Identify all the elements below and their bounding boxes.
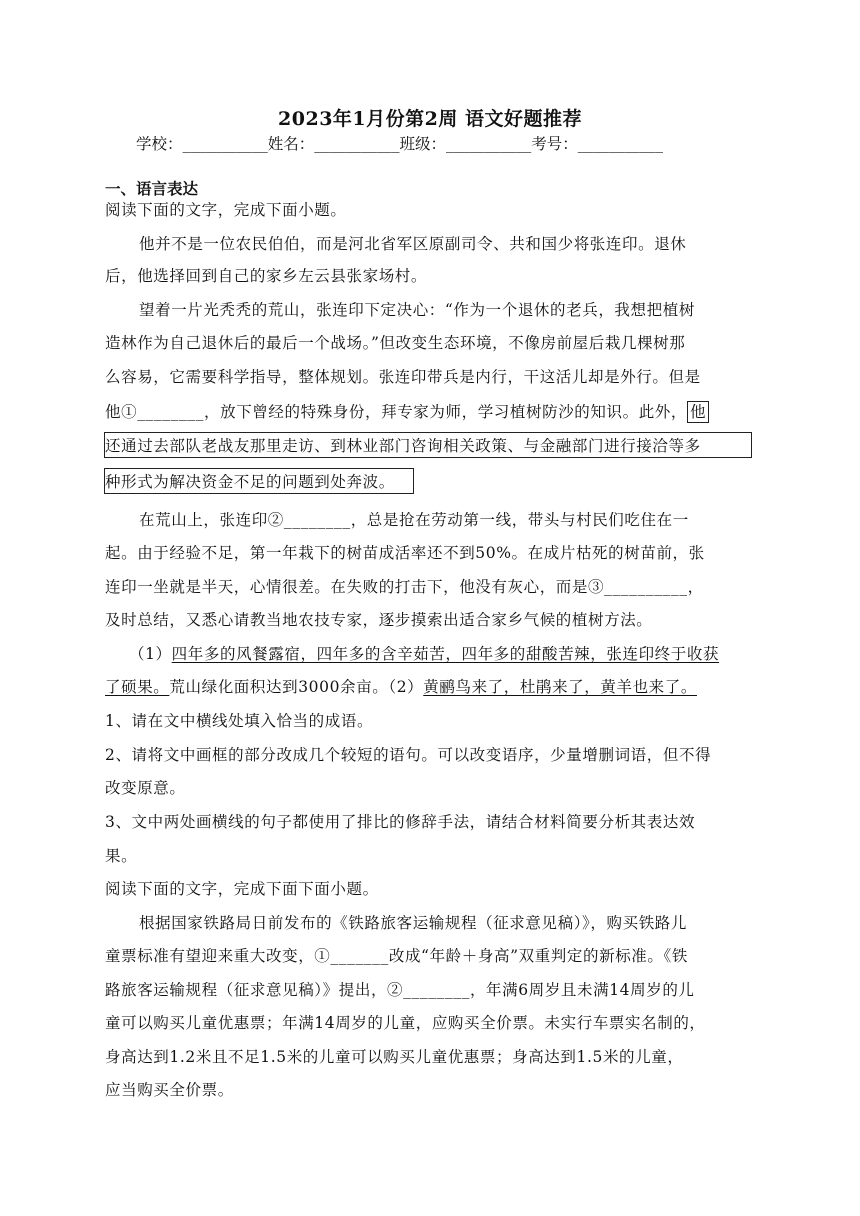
boxed-text-line: 还通过去部队老战友那里走访、到林业部门咨询相关政策、与金融部门进行接洽等多 (105, 437, 701, 455)
question-3-cont: 果。 (105, 847, 138, 865)
paragraph-line: 路旅客运输规程（征求意见稿）》提出，②________，年满6周岁且未满14周岁的儿 (105, 981, 695, 999)
paragraph-line: 童可以购买儿童优惠票；年满14周岁的儿童，应购买全价票。未实行车票实名制的， (105, 1014, 706, 1032)
paragraph-line (105, 677, 755, 697)
paragraph-line: 起。由于经验不足，第一年栽下的树苗成活率还不到50%。在成片枯死的树苗前，张 (105, 544, 705, 562)
paragraph-line: 后，他选择回到自己的家乡左云县张家场村。 (105, 267, 428, 285)
paragraph-line: 在荒山上，张连印②________，总是抢在劳动第一线，带头与村民们吃住在一 (139, 511, 689, 529)
paragraph-line: 身高达到1.2米且不足1.5米的儿童可以购买儿童优惠票；身高达到1.5米的儿童， (105, 1048, 684, 1066)
section-heading: 一、语言表达 (105, 179, 199, 198)
paragraph-line (105, 401, 755, 423)
paragraph-line: 么容易，它需要科学指导，整体规划。张连印带兵是内行，干这活儿却是外行。但是 (105, 368, 701, 386)
boxed-text-start: 他 (687, 401, 709, 423)
paragraph-line: 根据国家铁路局日前发布的《铁路旅客运输规程（征求意见稿）》，购买铁路儿 (139, 914, 688, 932)
paragraph-line: 他并不是一位农民伯伯，而是河北省军区原副司令、共和国少将张连印。退休 (139, 235, 687, 253)
paragraph-text: 荒山绿化面积达到3000余亩。（2） (169, 678, 424, 696)
paragraph-line: 及时总结，又悉心请教当地农技专家，逐步摸索出适合家乡气候的植树方法。 (105, 611, 653, 629)
question-2: 2、请将文中画框的部分改成几个较短的语句。可以改变语序，少量增删词语，但不得 (105, 746, 712, 764)
paragraph-line: 童票标准有望迎来重大改变，①_______改成“年龄＋身高”双重判定的新标准。《铁 (105, 947, 688, 965)
boxed-text-line: 种形式为解决资金不足的问题到处奔波。 (105, 473, 395, 491)
paragraph-text: 他①________，放下曾经的特殊身份，拜专家为师，学习植树防沙的知识。此外， (105, 403, 688, 421)
question-2-cont: 改变原意。 (105, 779, 186, 797)
paragraph-line: 望着一片光秃秃的荒山，张连印下定决心：“作为一个退休的老兵，我想把植树 (139, 301, 695, 319)
paragraph-line: 应当购买全价票。 (105, 1081, 234, 1099)
paragraph-line (105, 644, 779, 664)
question-3: 3、文中两处画横线的句子都使用了排比的修辞手法，请结合材料简要分析其表达效 (105, 813, 696, 831)
instruction-1: 阅读下面的文字，完成下面小题。 (105, 201, 347, 219)
underlined-sentence-1: 四年多的风餐露宿，四年多的含辛茹苦，四年多的甜酸苦辣，张连印终于收获 (171, 645, 720, 663)
question-1: 1、请在文中横线处填入恰当的成语。 (105, 712, 374, 730)
paragraph-line: 造林作为自己退休后的最后一个战场。”但改变生态环境，不像房前屋后栽几棵树那 (105, 334, 686, 352)
instruction-2: 阅读下面的文字，完成下面下面小题。 (105, 880, 379, 898)
marker-1: （1） (129, 645, 172, 663)
underlined-sentence-2: 黄鹂鸟来了，杜鹃来了，黄羊也来了。 (423, 678, 697, 696)
page-title: 2023年1月份第2周 语文好题推荐 (278, 108, 582, 130)
paragraph-line: 连印一坐就是半天，心情很差。在失败的打击下，他没有灰心，而是③__________， (105, 578, 704, 596)
underlined-sentence-1-end: 了硕果。 (105, 678, 170, 696)
student-info-line: 学校：___________姓名：___________班级：___________考号：___________ (136, 135, 664, 153)
